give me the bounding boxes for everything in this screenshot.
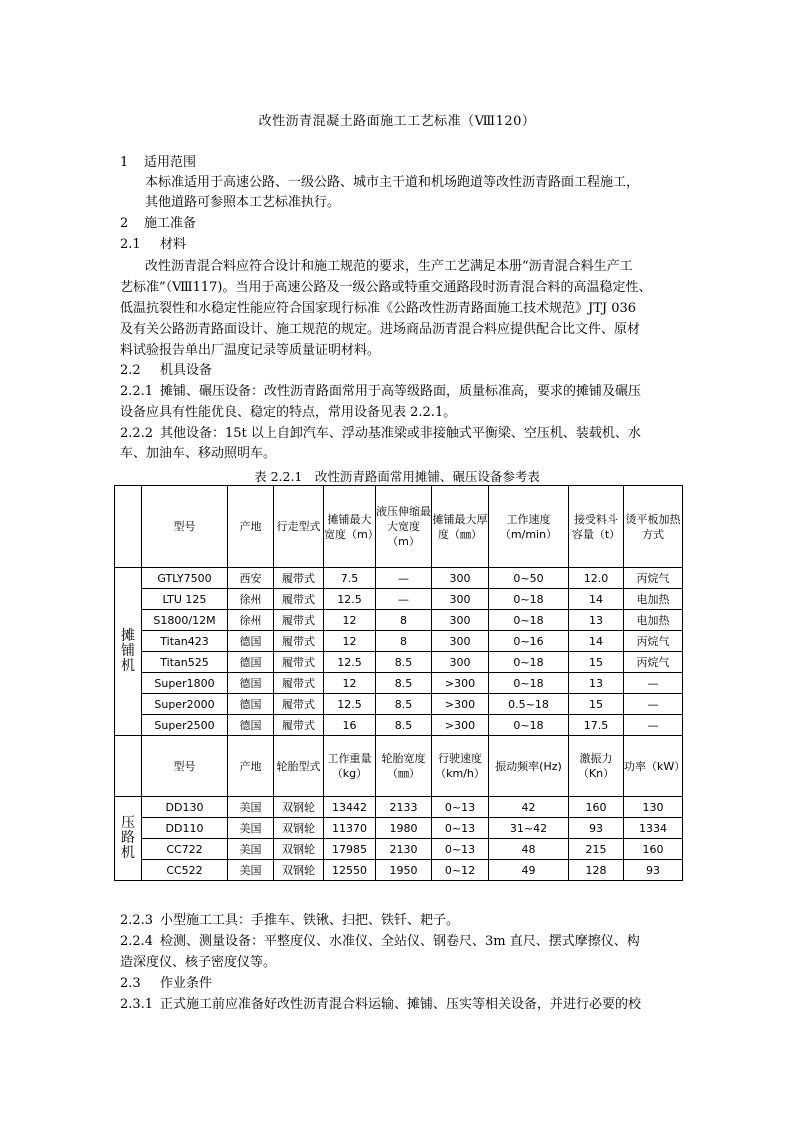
table-cell: >300 xyxy=(432,694,489,715)
blank-cell xyxy=(115,486,142,568)
table-cell: 12 xyxy=(324,610,376,631)
table-cell: S1800/12M xyxy=(142,610,228,631)
table-cell: 丙烷气 xyxy=(624,568,683,589)
table-cell: 15 xyxy=(569,652,624,673)
paragraph-text: 其他设备：15t 以上自卸汽车、浮动基准梁或非接触式平衡梁、空压机、装载机、水 xyxy=(160,426,641,441)
table-cell: — xyxy=(376,568,432,589)
table-cell: 13 xyxy=(569,673,624,694)
column-header: 轮胎型式 xyxy=(274,736,324,797)
table-cell: 德国 xyxy=(228,673,274,694)
column-header: 接受料斗容量（t） xyxy=(569,486,624,568)
table-cell: 8.5 xyxy=(376,652,432,673)
table-row xyxy=(115,568,683,589)
group-label-text: 摊铺机 xyxy=(121,628,135,674)
table-cell: — xyxy=(624,673,683,694)
table-cell: Titan423 xyxy=(142,631,228,652)
table-cell: 双钢轮 xyxy=(274,839,324,860)
column-header: 摊铺最大宽度（m） xyxy=(324,486,376,568)
table-cell: 48 xyxy=(489,839,569,860)
section-number: 1 xyxy=(120,155,129,170)
table-cell: 德国 xyxy=(228,694,274,715)
table-cell: 8.5 xyxy=(376,673,432,694)
column-header: 型号 xyxy=(142,486,228,568)
table-row xyxy=(115,818,683,839)
table-cell: 130 xyxy=(624,797,683,818)
section-number: 2.2.4 xyxy=(120,934,154,949)
section-title: 作业条件 xyxy=(160,976,213,991)
table-cell: 8 xyxy=(376,610,432,631)
paragraph-line: 本标准适用于高速公路、一级公路、城市主干道和机场跑道等改性沥青路面工程施工， xyxy=(145,175,640,190)
column-header: 行走型式 xyxy=(274,486,324,568)
table-header-row xyxy=(115,736,683,797)
table-cell: 300 xyxy=(432,589,489,610)
table-cell: DD110 xyxy=(142,818,228,839)
table-cell: 31~42 xyxy=(489,818,569,839)
table-cell: 徐州 xyxy=(228,589,274,610)
table-cell: 丙烷气 xyxy=(624,631,683,652)
table-cell: 300 xyxy=(432,631,489,652)
table-cell: 履带式 xyxy=(274,652,324,673)
section-title: 机具设备 xyxy=(160,363,213,378)
table-cell: 履带式 xyxy=(274,589,324,610)
column-header: 行驶速度（km/h） xyxy=(432,736,489,797)
table-cell: 12 xyxy=(324,631,376,652)
table-cell: Super2000 xyxy=(142,694,228,715)
table-cell: DD130 xyxy=(142,797,228,818)
group-label-text: 压路机 xyxy=(121,815,135,861)
table-row xyxy=(115,673,683,694)
section-number: 2.1 xyxy=(120,237,141,252)
table-cell: 德国 xyxy=(228,715,274,736)
section-2-3-heading xyxy=(120,974,212,994)
section-1-heading xyxy=(120,153,196,173)
paragraph-text: 摊铺、碾压设备：改性沥青路面常用于高等级路面，质量标准高，要求的摊铺及碾压 xyxy=(160,384,642,399)
table-cell: 1334 xyxy=(624,818,683,839)
table-cell: 1980 xyxy=(376,818,432,839)
table-cell: 42 xyxy=(489,797,569,818)
paragraph-text: 小型施工工具：手推车、铁锹、扫把、铁钎、耙子。 xyxy=(160,913,460,928)
paragraph-line xyxy=(120,995,641,1015)
column-header: 产地 xyxy=(228,736,274,797)
table-cell: 丙烷气 xyxy=(624,652,683,673)
paragraph-line: 造深度仪、核子密度仪等。 xyxy=(120,955,277,970)
table-cell: 12550 xyxy=(324,860,376,881)
table-cell: 履带式 xyxy=(274,694,324,715)
table-cell: 300 xyxy=(432,568,489,589)
table-cell: GTLY7500 xyxy=(142,568,228,589)
table-cell: 0~18 xyxy=(489,673,569,694)
page-title: 改性沥青混凝土路面施工工艺标准（Ⅷ120） xyxy=(258,114,536,129)
paragraph-line xyxy=(120,911,459,931)
table-cell: 履带式 xyxy=(274,568,324,589)
column-header: 型号 xyxy=(142,736,228,797)
table-cell: 0~18 xyxy=(489,589,569,610)
table-cell: 12 xyxy=(324,673,376,694)
table-cell: 双钢轮 xyxy=(274,797,324,818)
table-cell: 300 xyxy=(432,652,489,673)
table-row xyxy=(115,715,683,736)
column-header: 产地 xyxy=(228,486,274,568)
paragraph-line: 低温抗裂性和水稳定性能应符合国家现行标准《公路改性沥青路面施工技术规范》JTJ 036 xyxy=(120,301,637,316)
table-cell: 0~18 xyxy=(489,652,569,673)
paragraph-line: 及有关公路沥青路面设计、施工规范的规定。进场商品沥青混合料应提供配合比文件、原材 xyxy=(120,322,641,337)
section-2-2-heading xyxy=(120,361,212,381)
table-cell: — xyxy=(376,589,432,610)
table-cell: 0~13 xyxy=(432,839,489,860)
table-cell: 履带式 xyxy=(274,715,324,736)
section-title: 施工准备 xyxy=(144,216,197,231)
paragraph-line xyxy=(120,932,640,952)
paragraph-line: 设备应具有性能优良、稳定的特点，常用设备见表 2.2.1。 xyxy=(120,405,457,420)
section-number: 2.2 xyxy=(120,363,141,378)
section-2-heading xyxy=(120,214,196,234)
column-header: 工作重量（kg） xyxy=(324,736,376,797)
table-cell: 93 xyxy=(569,818,624,839)
table-cell: 12.5 xyxy=(324,694,376,715)
paragraph-line: 艺标准”（Ⅷ117)。当用于高速公路及一级公路或特重交通路段时沥青混合料的高温稳定性、 xyxy=(120,280,652,295)
table-row xyxy=(115,631,683,652)
paragraph-text: 正式施工前应准备好改性沥青混合料运输、摊铺、压实等相关设备，并进行必要的校 xyxy=(160,997,642,1012)
table-cell: 履带式 xyxy=(274,610,324,631)
column-header: 振动频率(Hz) xyxy=(489,736,569,797)
table-cell: 双钢轮 xyxy=(274,818,324,839)
table-cell: >300 xyxy=(432,715,489,736)
paragraph-line: 料试验报告单出厂温度记录等质量证明材料。 xyxy=(120,343,381,358)
table-cell: 300 xyxy=(432,610,489,631)
table-cell: 0~18 xyxy=(489,715,569,736)
table-cell: CC722 xyxy=(142,839,228,860)
table-cell: 双钢轮 xyxy=(274,860,324,881)
paragraph-text: 检测、测量设备：平整度仪、水准仪、全站仪、钢卷尺、3m 直尺、摆式摩擦仪、构 xyxy=(160,934,640,949)
table-cell: 49 xyxy=(489,860,569,881)
table-cell: 履带式 xyxy=(274,631,324,652)
table-cell: 93 xyxy=(624,860,683,881)
table-cell: Super2500 xyxy=(142,715,228,736)
table-cell: 电加热 xyxy=(624,589,683,610)
table-row xyxy=(115,860,683,881)
table-cell: 160 xyxy=(624,839,683,860)
column-header: 工作速度（m/min） xyxy=(489,486,569,568)
paragraph-line: 车、加油车、移动照明车。 xyxy=(120,446,277,461)
section-title: 材料 xyxy=(160,237,187,252)
table-cell: 17.5 xyxy=(569,715,624,736)
table-cell: 8.5 xyxy=(376,694,432,715)
table-cell: 美国 xyxy=(228,797,274,818)
table-cell: 12.0 xyxy=(569,568,624,589)
table-cell: Super1800 xyxy=(142,673,228,694)
section-title: 适用范围 xyxy=(144,155,197,170)
table-cell: 7.5 xyxy=(324,568,376,589)
table-cell: 215 xyxy=(569,839,624,860)
table-cell: 12.5 xyxy=(324,589,376,610)
table-cell: LTU 125 xyxy=(142,589,228,610)
table-cell: 15 xyxy=(569,694,624,715)
table-cell: 美国 xyxy=(228,860,274,881)
table-row xyxy=(115,652,683,673)
table-cell: 履带式 xyxy=(274,673,324,694)
column-header: 液压伸缩最大宽度（m） xyxy=(376,486,432,568)
table-cell: 160 xyxy=(569,797,624,818)
table-row xyxy=(115,694,683,715)
table-cell: 12.5 xyxy=(324,652,376,673)
table-cell: 128 xyxy=(569,860,624,881)
table-cell: >300 xyxy=(432,673,489,694)
table-cell: 徐州 xyxy=(228,610,274,631)
table-cell: 2133 xyxy=(376,797,432,818)
blank-cell xyxy=(115,736,142,797)
section-number: 2.2.2 xyxy=(120,426,154,441)
table-cell: 13442 xyxy=(324,797,376,818)
table-cell: 德国 xyxy=(228,652,274,673)
table-cell: 西安 xyxy=(228,568,274,589)
table-cell: — xyxy=(624,694,683,715)
group-label-paver xyxy=(115,568,142,736)
table-cell: CC522 xyxy=(142,860,228,881)
table-cell: 11370 xyxy=(324,818,376,839)
table-row xyxy=(115,797,683,818)
table-cell: 8 xyxy=(376,631,432,652)
table-cell: 16 xyxy=(324,715,376,736)
table-cell: 14 xyxy=(569,589,624,610)
table-cell: 2130 xyxy=(376,839,432,860)
column-header: 摊铺最大厚度（㎜） xyxy=(432,486,489,568)
table-header-row xyxy=(115,486,683,568)
table-cell: 美国 xyxy=(228,818,274,839)
section-2-1-heading xyxy=(120,235,186,255)
table-cell: 0~18 xyxy=(489,610,569,631)
section-number: 2.3.1 xyxy=(120,997,154,1012)
table-cell: Titan525 xyxy=(142,652,228,673)
column-header: 轮胎宽度（㎜） xyxy=(376,736,432,797)
table-cell: 0~12 xyxy=(432,860,489,881)
table-cell: 德国 xyxy=(228,631,274,652)
table-cell: 13 xyxy=(569,610,624,631)
table-cell: 0~13 xyxy=(432,818,489,839)
table-cell: 17985 xyxy=(324,839,376,860)
column-header: 功率（kW） xyxy=(624,736,683,797)
table-row xyxy=(115,589,683,610)
paragraph-line xyxy=(120,424,641,444)
table-cell: — xyxy=(624,715,683,736)
table-cell: 0~50 xyxy=(489,568,569,589)
table-row xyxy=(115,839,683,860)
group-label-roller xyxy=(115,797,142,881)
section-number: 2.2.1 xyxy=(120,384,154,399)
paragraph-line: 其他道路可参照本工艺标准执行。 xyxy=(145,195,341,210)
table-cell: 14 xyxy=(569,631,624,652)
table-cell: 8.5 xyxy=(376,715,432,736)
table-cell: 0~13 xyxy=(432,797,489,818)
paragraph-line: 改性沥青混合料应符合设计和施工规范的要求，生产工艺满足本册“沥青混合料生产工 xyxy=(145,259,633,274)
table-caption: 表 2.2.1 改性沥青路面常用摊铺、碾压设备参考表 xyxy=(254,469,540,484)
column-header: 烫平板加热方式 xyxy=(624,486,683,568)
table-cell: 美国 xyxy=(228,839,274,860)
section-number: 2.3 xyxy=(120,976,141,991)
table-row xyxy=(115,610,683,631)
section-number: 2.2.3 xyxy=(120,913,154,928)
column-header: 激振力（Kn） xyxy=(569,736,624,797)
table-cell: 电加热 xyxy=(624,610,683,631)
table-cell: 0~16 xyxy=(489,631,569,652)
section-number: 2 xyxy=(120,216,129,231)
equipment-table xyxy=(114,485,686,881)
table-cell: 0.5~18 xyxy=(489,694,569,715)
table-cell: 1950 xyxy=(376,860,432,881)
paragraph-line xyxy=(120,382,641,402)
